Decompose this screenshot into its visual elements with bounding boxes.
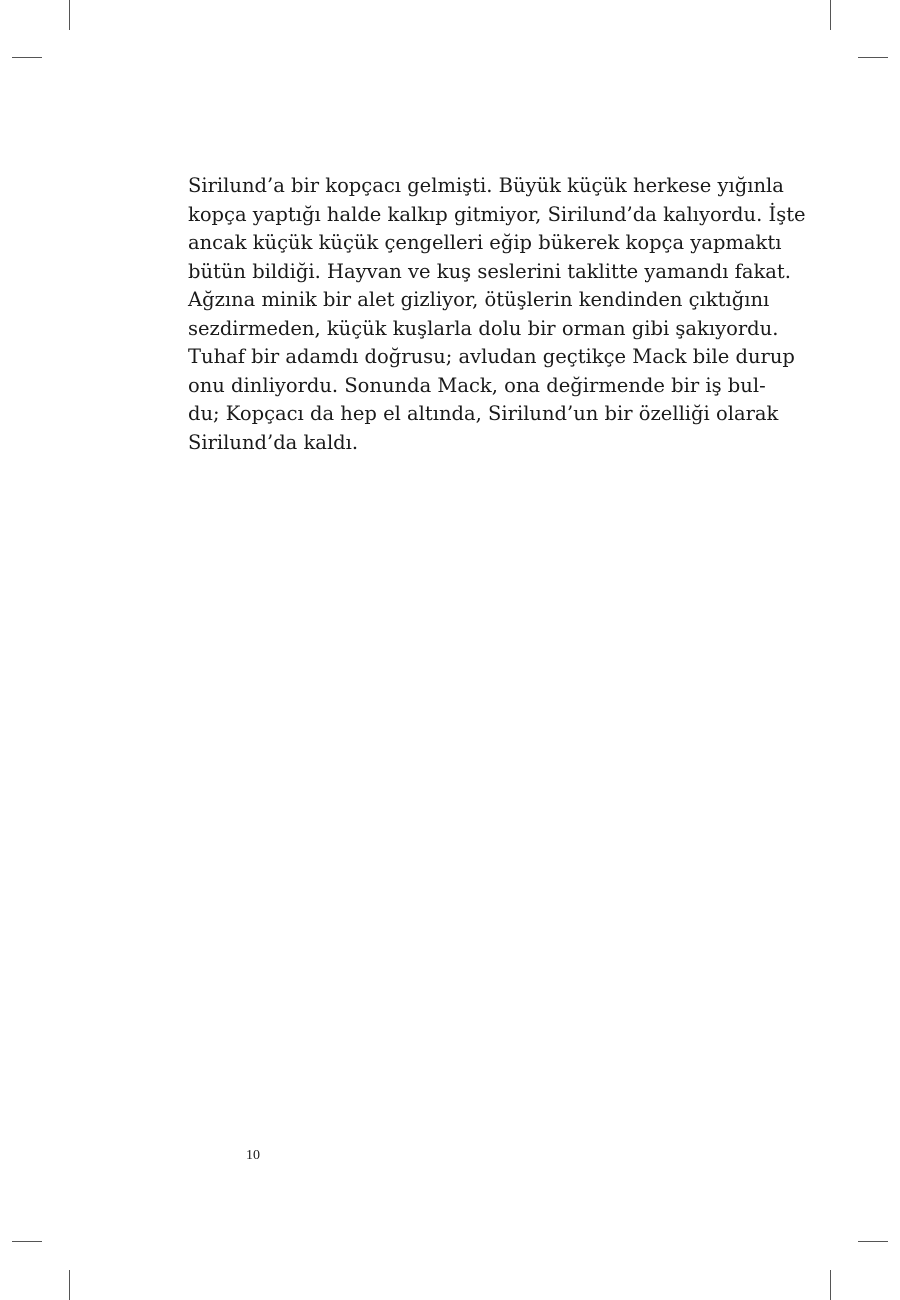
paragraph-line: du; Kopçacı da hep el altında, Sirilund’un bir özelliği olarak [188, 402, 779, 425]
paragraph-line: Tuhaf bir adamdı doğrusu; avludan geçtikçe Mack bile durup [188, 345, 795, 368]
paragraph-line: ancak küçük küçük çengelleri eğip bükerek kopça yapmaktı [188, 231, 782, 254]
page-number: 10 [246, 1148, 260, 1163]
crop-mark-bottom-left-vertical [69, 1270, 70, 1300]
paragraph-line: bütün bildiği. Hayvan ve kuş seslerini taklitte yamandı fakat. [188, 259, 791, 283]
paragraph-line: onu dinliyordu. Sonunda Mack, ona değirmende bir iş bul- [188, 373, 766, 397]
body-paragraph [188, 172, 806, 457]
paragraph-line: Ağzına minik bir alet gizliyor, ötüşlerin kendinden çıktığını [188, 288, 770, 311]
crop-mark-top-right-horizontal [858, 57, 888, 58]
paragraph-line: Sirilund’a bir kopçacı gelmişti. Büyük küçük herkese yığınla [188, 174, 784, 197]
crop-mark-top-right-vertical [830, 0, 831, 30]
crop-mark-top-left-horizontal [12, 57, 42, 58]
crop-mark-bottom-left-horizontal [12, 1241, 42, 1242]
paragraph-line: Sirilund’da kaldı. [188, 430, 359, 454]
paragraph-line: sezdirmeden, küçük kuşlarla dolu bir orman gibi şakıyordu. [188, 316, 779, 340]
crop-mark-bottom-right-vertical [830, 1270, 831, 1300]
paragraph-line: kopça yaptığı halde kalkıp gitmiyor, Sirilund’da kalıyordu. İşte [188, 202, 806, 226]
crop-mark-bottom-right-horizontal [858, 1241, 888, 1242]
crop-mark-top-left-vertical [69, 0, 70, 30]
